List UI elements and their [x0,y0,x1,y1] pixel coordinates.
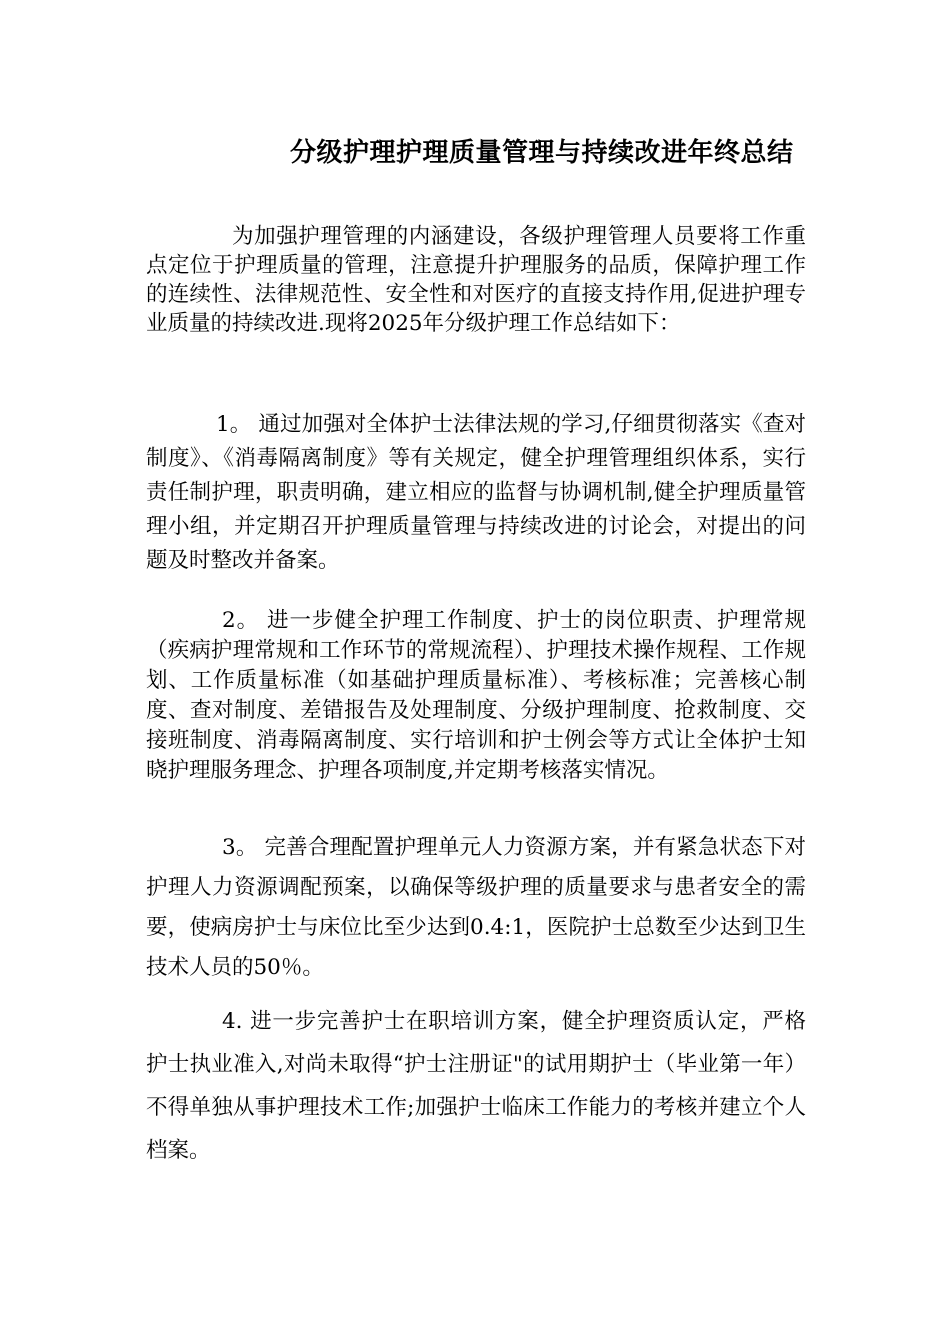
document-title: 分级护理护理质量管理与持续改进年终总结 [290,138,794,168]
paragraph-item-1: 1。 通过加强对全体护士法律法规的学习,仔细贯彻落实《查对制度》、《消毒隔离制度》等有关规定，健全护理管理组织体系，实行责任制护理，职责明确，建立相应的监督与协调机制,健全护理质量管理小组，并定期召开护理质量管理与持续改进的讨论会，对提出的问题及时整改并备案。 [146,412,806,573]
paragraph-item-4: 4. 进一步完善护士在职培训方案，健全护理资质认定，严格护士执业准入,对尚未取得“护士注册证"的试用期护士（毕业第一年）不得单独从事护理技术工作;加强护士临床工作能力的考核并建立个人档案。 [146,1009,806,1163]
intro-paragraph: 为加强护理管理的内涵建设，各级护理管理人员要将工作重点定位于护理质量的管理，注意提升护理服务的品质，保障护理工作的连续性、法律规范性、安全性和对医疗的直接支持作用,促进护理专业质量的持续改进.现将2025年分级护理工作总结如下： [146,224,806,336]
paragraph-item-2: 2。 进一步健全护理工作制度、护士的岗位职责、护理常规（疾病护理常规和工作环节的常规流程）、护理技术操作规程、工作规划、工作质量标准（如基础护理质量标准）、考核标准；完善核心制度、查对制度、差错报告及处理制度、分级护理制度、抢救制度、交接班制度、消毒隔离制度、实行培训和护士例会等方式让全体护士知晓护理服务理念、护理各项制度,并定期考核落实情况。 [146,608,806,783]
paragraph-item-3: 3。 完善合理配置护理单元人力资源方案，并有紧急状态下对护理人力资源调配预案，以确保等级护理的质量要求与患者安全的需要，使病房护士与床位比至少达到0.4:1，医院护士总数至少达到卫生技术人员的50％。 [146,835,806,980]
